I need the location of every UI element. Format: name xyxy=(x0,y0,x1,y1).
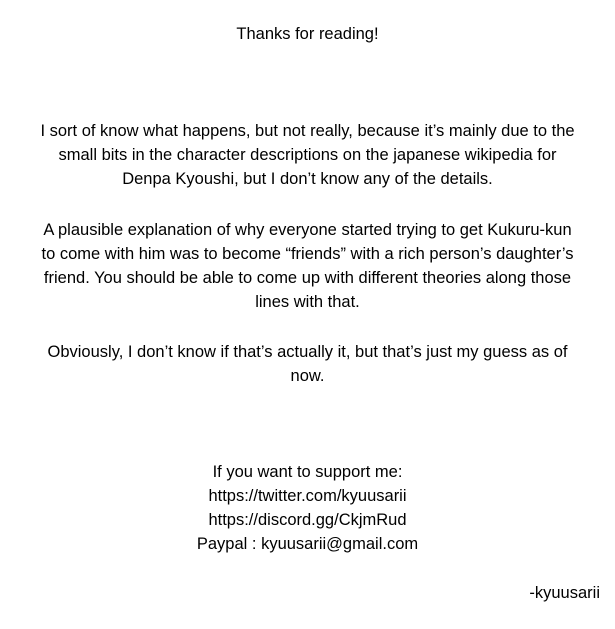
paragraph-explanation xyxy=(0,119,615,191)
page-title: Thanks for reading! xyxy=(236,25,379,43)
paragraph-line: Obviously, I don’t know if that’s actually it, but that’s just my guess as of xyxy=(47,343,568,361)
support-heading: If you want to support me: xyxy=(212,463,403,481)
paragraph-line: to come with him was to become “friends” with a rich person’s daughter’s xyxy=(41,245,574,263)
paragraph-line: now. xyxy=(290,367,325,385)
paragraph-line: friend. You should be able to come up with different theories along those xyxy=(43,269,572,287)
signature: -kyuusarii xyxy=(529,584,600,602)
paragraph-line: lines with that. xyxy=(255,293,360,311)
paragraph-line: Denpa Kyoushi, but I don’t know any of the details. xyxy=(122,170,493,188)
support-section xyxy=(0,460,615,556)
twitter-link[interactable]: https://twitter.com/kyuusarii xyxy=(208,487,407,505)
paypal-contact[interactable]: Paypal : kyuusarii@gmail.com xyxy=(196,535,419,553)
paragraph-line: A plausible explanation of why everyone started trying to get Kukuru-kun xyxy=(43,221,572,239)
paragraph-disclaimer xyxy=(0,340,615,388)
paragraph-line: small bits in the character descriptions on the japanese wikipedia for xyxy=(58,146,557,164)
paragraph-theory xyxy=(0,218,615,314)
discord-link[interactable]: https://discord.gg/CkjmRud xyxy=(208,511,407,529)
paragraph-line: I sort of know what happens, but not really, because it’s mainly due to the xyxy=(40,122,575,140)
